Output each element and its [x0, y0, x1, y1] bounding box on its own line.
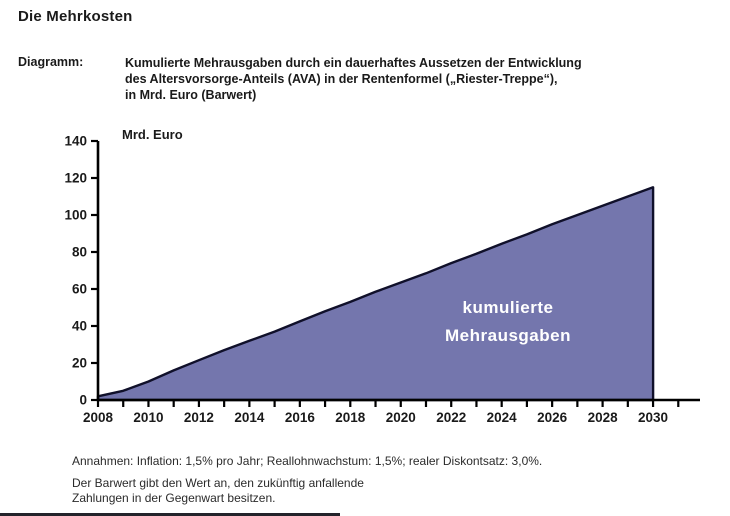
y-tick-label: 0	[79, 392, 87, 408]
diagram-caption-line1: Kumulierte Mehrausgaben durch ein dauerhaftes Aussetzen der Entwicklung	[125, 56, 582, 70]
chart-canvas	[0, 120, 730, 450]
page-title: Die Mehrkosten	[18, 8, 133, 25]
x-tick-label: 2030	[638, 410, 669, 425]
footnote-barwert-line1: Der Barwert gibt den Wert an, den zukünftig anfallende	[72, 476, 364, 490]
area-series-label	[408, 294, 608, 350]
y-tick-label: 80	[71, 244, 87, 260]
y-tick-label: 100	[64, 207, 87, 223]
footnote-barwert	[72, 476, 364, 506]
y-tick-label: 140	[64, 133, 87, 149]
diagram-label: Diagramm:	[18, 55, 84, 69]
footnote-barwert-line2: Zahlungen in der Gegenwart besitzen.	[72, 491, 276, 505]
diagram-caption-line3: in Mrd. Euro (Barwert)	[125, 88, 257, 102]
area-series-label-line2: Mehrausgaben	[445, 326, 571, 345]
x-tick-label: 2022	[436, 410, 467, 425]
y-axis-unit-label: Mrd. Euro	[122, 127, 183, 142]
x-tick-label: 2014	[234, 410, 265, 425]
x-tick-label: 2012	[183, 410, 214, 425]
x-tick-label: 2026	[537, 410, 568, 425]
diagram-caption	[125, 55, 705, 103]
area-series-label-line1: kumulierte	[462, 298, 554, 317]
y-tick-label: 60	[71, 281, 87, 297]
x-tick-label: 2020	[385, 410, 416, 425]
y-tick-label: 20	[71, 355, 87, 371]
x-tick-label: 2010	[133, 410, 164, 425]
x-tick-label: 2028	[587, 410, 618, 425]
diagram-caption-line2: des Altersvorsorge-Anteils (AVA) in der Rentenformel („Riester-Treppe“),	[125, 72, 558, 86]
footnote-assumptions: Annahmen: Inflation: 1,5% pro Jahr; Reallohnwachstum: 1,5%; realer Diskontsatz: 3,0%.	[72, 454, 543, 468]
x-tick-label: 2024	[486, 410, 517, 425]
x-tick-label: 2018	[335, 410, 366, 425]
y-tick-label: 40	[71, 318, 87, 334]
x-tick-label: 2016	[284, 410, 315, 425]
area-chart	[0, 120, 730, 450]
y-tick-label: 120	[64, 170, 87, 186]
x-tick-label: 2008	[82, 410, 114, 425]
